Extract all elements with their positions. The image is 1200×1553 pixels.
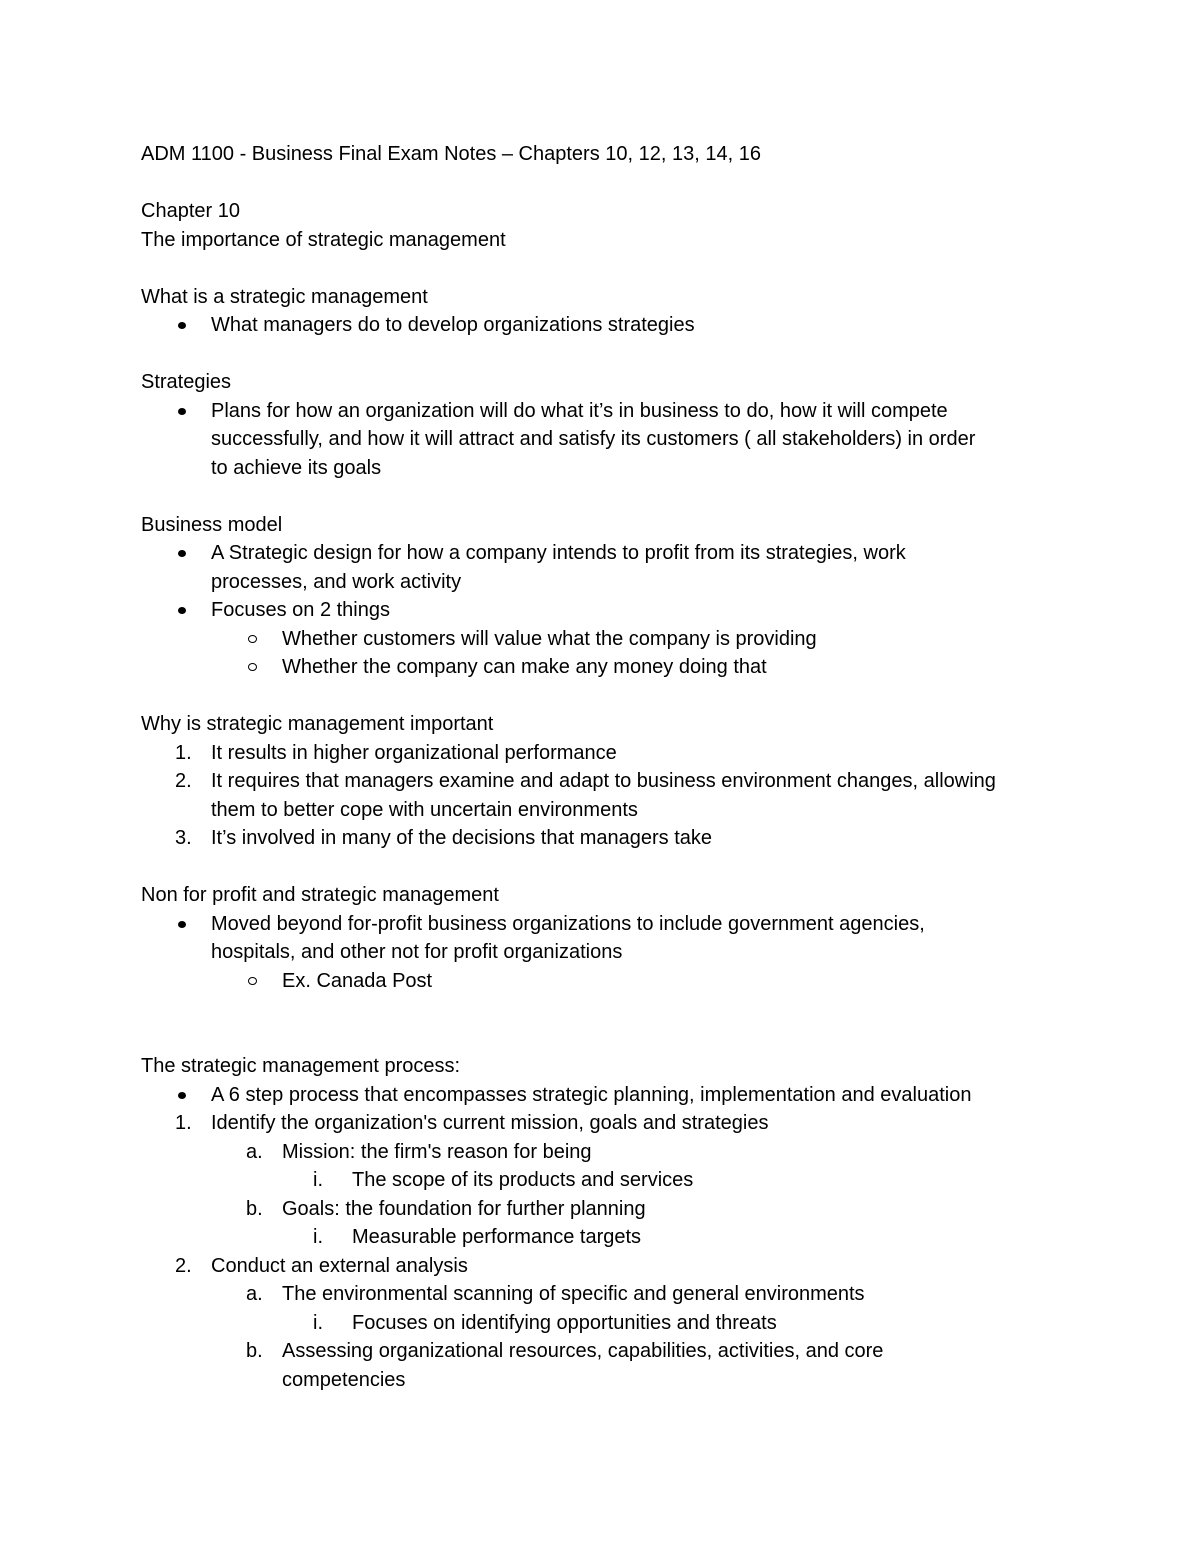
roman-text: Measurable performance targets [352, 1226, 642, 1248]
roman-item [141, 1223, 1071, 1252]
bullet-dot-icon [178, 408, 186, 415]
sub-bullet-item [141, 653, 1071, 682]
lettered-text: The environmental scanning of specific and general environments [282, 1283, 865, 1305]
chapter-heading: Chapter 10 [141, 200, 240, 222]
list-number: 3. [175, 827, 192, 849]
spacer [141, 169, 1071, 198]
sub-bullet-text: Whether customers will value what the company is providing [282, 627, 817, 650]
numbered-text: It requires that managers examine and adapt to business environment changes, allowing [211, 770, 996, 792]
numbered-text: Identify the organization's current mission, goals and strategies [211, 1112, 769, 1134]
list-number: 1. [175, 741, 192, 764]
section-heading: Why is strategic management important [141, 713, 494, 735]
lettered-continuation: competencies [282, 1368, 406, 1391]
bullet-item [141, 539, 1071, 568]
list-letter: a. [246, 1283, 263, 1305]
bullet-item [141, 311, 1071, 340]
spacer [141, 340, 1071, 369]
bullet-dot-icon [178, 921, 186, 928]
sub-bullet-item [141, 625, 1071, 654]
bullet-dot-icon [178, 550, 186, 557]
bullet-dot-icon [178, 1092, 186, 1099]
numbered-item [141, 1109, 1071, 1138]
document-page [141, 140, 1071, 1394]
list-number: 1. [175, 1112, 192, 1134]
numbered-item [141, 739, 1071, 768]
spacer [141, 254, 1071, 283]
bullet-circle-icon [248, 977, 257, 985]
lettered-text: Goals: the foundation for further planning [282, 1197, 646, 1220]
list-number: 2. [175, 1254, 192, 1277]
bullet-circle-icon [248, 635, 257, 643]
bullet-circle-icon [248, 663, 257, 671]
numbered-text: It results in higher organizational performance [211, 741, 617, 764]
bullet-item [141, 1081, 1071, 1110]
list-roman: i. [313, 1311, 323, 1334]
numbered-item [141, 1252, 1071, 1281]
section-heading: What is a strategic management [141, 285, 428, 308]
spacer [141, 853, 1071, 882]
list-letter: b. [246, 1340, 263, 1362]
bullet-item [141, 910, 1071, 939]
bullet-continuation: processes, and work activity [211, 570, 462, 593]
section-heading: Business model [141, 513, 283, 536]
sub-bullet-item [141, 967, 1071, 996]
bullet-text: A Strategic design for how a company intends to profit from its strategies, work [211, 542, 906, 564]
numbered-text: Conduct an external analysis [211, 1254, 468, 1277]
roman-item [141, 1309, 1071, 1338]
bullet-text: A 6 step process that encompasses strategic planning, implementation and evaluation [211, 1083, 972, 1106]
list-roman: i. [313, 1169, 323, 1191]
bullet-text: Plans for how an organization will do what it’s in business to do, how it will compete [211, 399, 948, 422]
bullet-item [141, 397, 1071, 426]
roman-text: Focuses on identifying opportunities and threats [352, 1311, 777, 1334]
numbered-continuation: them to better cope with uncertain environments [211, 798, 638, 821]
numbered-item [141, 824, 1071, 853]
bullet-text: What managers do to develop organizations strategies [211, 314, 695, 336]
spacer [141, 682, 1071, 711]
section-heading: Strategies [141, 371, 232, 393]
section-heading: Non for profit and strategic management [141, 884, 499, 906]
sub-bullet-text: Whether the company can make any money doing that [282, 656, 767, 678]
chapter-subtitle: The importance of strategic management [141, 228, 506, 251]
list-letter: b. [246, 1197, 263, 1220]
lettered-item [141, 1195, 1071, 1224]
list-number: 2. [175, 770, 192, 792]
spacer [141, 995, 1071, 1052]
lettered-item [141, 1337, 1071, 1366]
numbered-text: It’s involved in many of the decisions that managers take [211, 827, 713, 849]
lettered-text: Assessing organizational resources, capabilities, activities, and core [282, 1340, 884, 1362]
bullet-text: Moved beyond for-profit business organizations to include government agencies, [211, 912, 925, 935]
roman-text: The scope of its products and services [352, 1169, 694, 1191]
bullet-continuation: successfully, and how it will attract and satisfy its customers ( all stakeholders) in order [211, 428, 976, 450]
bullet-text: Focuses on 2 things [211, 599, 390, 621]
sub-bullet-text: Ex. Canada Post [282, 969, 433, 992]
bullet-continuation: hospitals, and other not for profit organizations [211, 941, 623, 963]
lettered-item [141, 1138, 1071, 1167]
lettered-item [141, 1280, 1071, 1309]
bullet-dot-icon [178, 322, 186, 329]
lettered-text: Mission: the firm's reason for being [282, 1140, 592, 1163]
bullet-item [141, 596, 1071, 625]
list-letter: a. [246, 1140, 263, 1163]
bullet-dot-icon [178, 607, 186, 614]
bullet-continuation: to achieve its goals [211, 456, 382, 479]
document-title: ADM 1100 - Business Final Exam Notes – Chapters 10, 12, 13, 14, 16 [141, 143, 761, 165]
spacer [141, 482, 1071, 511]
numbered-item [141, 767, 1071, 796]
list-roman: i. [313, 1226, 323, 1248]
roman-item [141, 1166, 1071, 1195]
section-heading: The strategic management process: [141, 1055, 461, 1077]
